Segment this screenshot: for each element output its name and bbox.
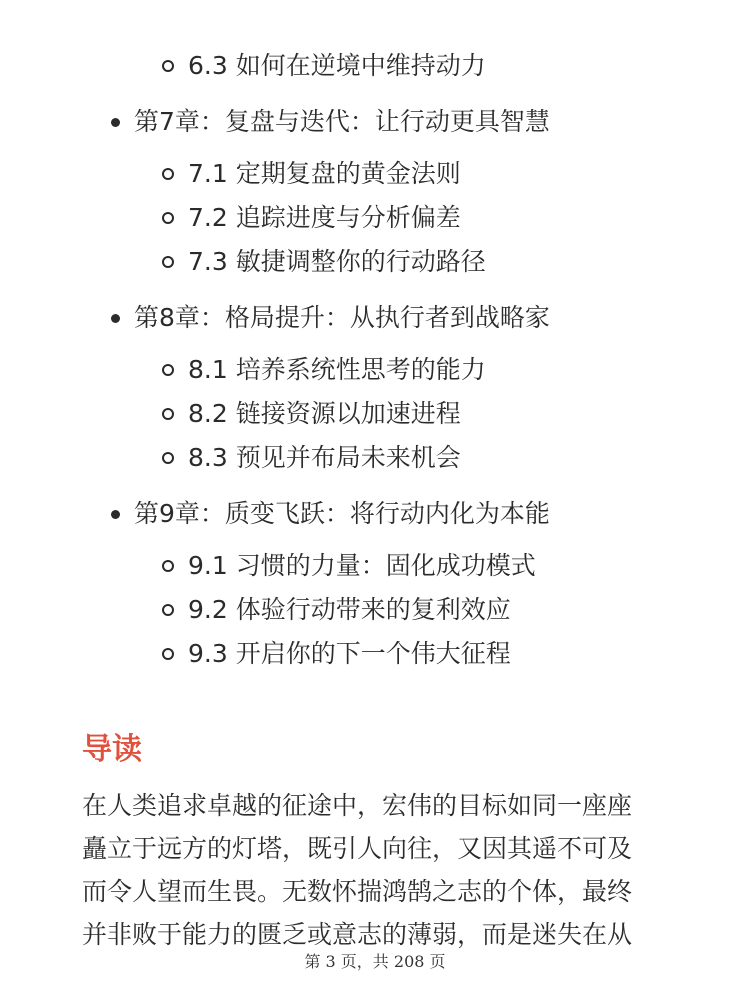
toc-section-label: 8.1 培养系统性思考的能力 (188, 355, 486, 384)
toc-chapter-item[interactable] (0, 290, 750, 342)
filled-dot-bullet-icon (111, 510, 120, 519)
toc-section-label: 9.2 体验行动带来的复利效应 (188, 595, 511, 624)
toc-section-label: 9.3 开启你的下一个伟大征程 (188, 639, 511, 668)
toc-section-list (0, 348, 750, 480)
toc-section-item[interactable] (0, 240, 750, 284)
hollow-circle-bullet-icon (162, 60, 174, 72)
hollow-circle-bullet-icon (162, 212, 174, 224)
hollow-circle-bullet-icon (162, 364, 174, 376)
hollow-circle-bullet-icon (162, 408, 174, 420)
toc-section-item[interactable] (0, 632, 750, 676)
toc-chapter-item[interactable] (0, 486, 750, 538)
paragraph-line: 在人类追求卓越的征途中，宏伟的目标如同一座座 (82, 791, 633, 820)
toc-chapter-title: 第8章：格局提升：从执行者到战略家 (134, 303, 550, 332)
toc-chapter-title: 第9章：质变飞跃：将行动内化为本能 (134, 499, 550, 528)
hollow-circle-bullet-icon (162, 256, 174, 268)
page-number-footer: 第 3 页，共 208 页 (304, 952, 446, 971)
filled-dot-bullet-icon (111, 314, 120, 323)
toc-section-list (0, 152, 750, 284)
toc-chapter-title: 第7章：复盘与迭代：让行动更具智慧 (134, 107, 550, 136)
toc-section-label: 6.3 如何在逆境中维持动力 (188, 51, 486, 80)
toc-section-label: 8.3 预见并布局未来机会 (188, 443, 461, 472)
hollow-circle-bullet-icon (162, 168, 174, 180)
toc-section-list (0, 544, 750, 676)
toc-section-item[interactable] (0, 392, 750, 436)
toc-section-item[interactable] (0, 436, 750, 480)
hollow-circle-bullet-icon (162, 604, 174, 616)
intro-heading: 导读 (82, 732, 142, 767)
toc-section-item[interactable] (0, 196, 750, 240)
toc-section-label: 7.3 敏捷调整你的行动路径 (188, 247, 486, 276)
paragraph-line: 而令人望而生畏。无数怀揣鸿鹄之志的个体，最终 (82, 877, 633, 906)
paragraph-line: 并非败于能力的匮乏或意志的薄弱，而是迷失在从 (82, 920, 633, 949)
toc-chapter (0, 94, 750, 284)
toc-section-item[interactable] (0, 44, 750, 88)
hollow-circle-bullet-icon (162, 560, 174, 572)
intro-paragraph (82, 784, 672, 956)
toc-section-label: 7.1 定期复盘的黄金法则 (188, 159, 461, 188)
toc-chapter (0, 486, 750, 676)
hollow-circle-bullet-icon (162, 452, 174, 464)
toc-section-item[interactable] (0, 348, 750, 392)
table-of-contents (0, 44, 750, 676)
toc-section-label: 8.2 链接资源以加速进程 (188, 399, 461, 428)
paragraph-line: 矗立于远方的灯塔，既引人向往，又因其遥不可及 (82, 834, 633, 863)
filled-dot-bullet-icon (111, 118, 120, 127)
hollow-circle-bullet-icon (162, 648, 174, 660)
toc-section-item[interactable] (0, 544, 750, 588)
toc-section-label: 9.1 习惯的力量：固化成功模式 (188, 551, 536, 580)
toc-chapter (0, 290, 750, 480)
toc-section-item[interactable] (0, 152, 750, 196)
toc-section-label: 7.2 追踪进度与分析偏差 (188, 203, 461, 232)
toc-chapter-item[interactable] (0, 94, 750, 146)
toc-section-item[interactable] (0, 588, 750, 632)
